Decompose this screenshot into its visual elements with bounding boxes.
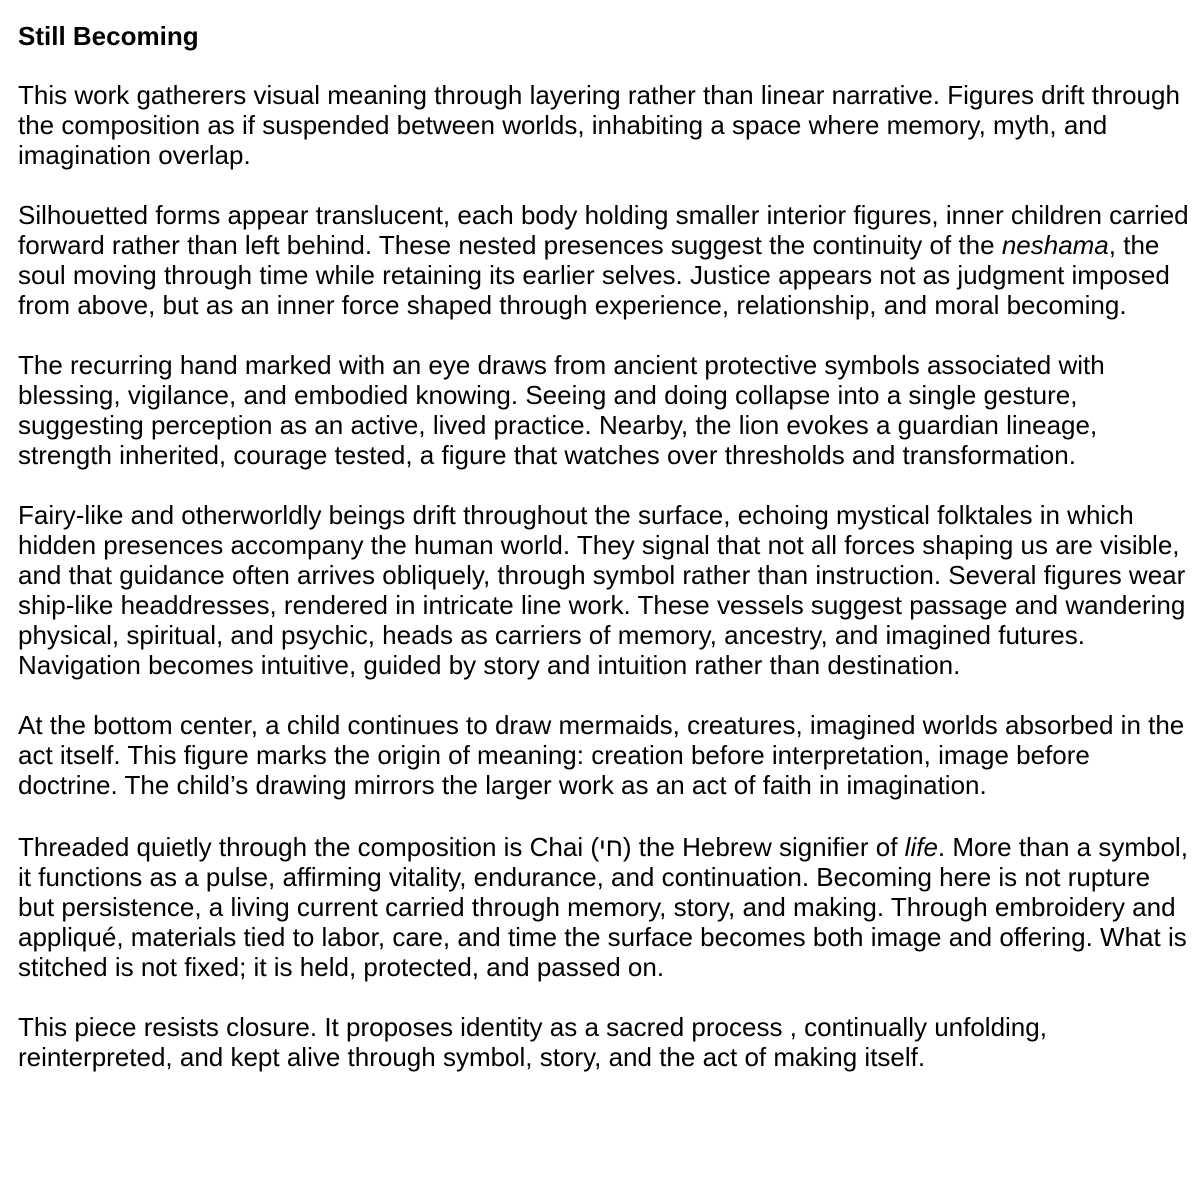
document-title: Still Becoming — [18, 21, 199, 51]
paragraph-2 — [18, 200, 1190, 320]
paragraph-6-text-end: . More than a symbol, it functions as a pulse, affirming vitality, endurance, and continuation. Becoming here is not rupture but persistence, a living current carried through memory, story, and making. Through embroidery and appliqué, materials tied to labor, care, and time the surface becomes both image and offering. What is stitched is not fixed; it is held, protected, and passed on. — [18, 832, 1188, 982]
paragraph-3: The recurring hand marked with an eye draws from ancient protective symbols associated with blessing, vigilance, and embodied knowing. Seeing and doing collapse into a single gesture, suggesting perception as an active, lived practice. Nearby, the lion evokes a guardian lineage, strength inherited, courage tested, a figure that watches over thresholds and transformation. — [18, 350, 1105, 470]
paragraph-4: Fairy-like and otherworldly beings drift throughout the surface, echoing mystical folktales in which hidden presences accompany the human world. They signal that not all forces shaping us are visible, and that guidance often arrives obliquely, through symbol rather than instruction. Several figures wear ship-like headdresses, rendered in intricate line work. These vessels suggest passage and wandering physical, spiritual, and psychic, heads as carriers of memory, ancestry, and imagined futures. Navigation becomes intuitive, guided by story and intuition rather than destination. — [18, 500, 1186, 680]
paragraph-6-emphasis: life — [904, 832, 938, 862]
paragraph-6-text-start: Threaded quietly through the composition is Chai (חי) the Hebrew signifier of — [18, 832, 905, 862]
paragraph-1: This work gatherers visual meaning through layering rather than linear narrative. Figures drift through the composition as if suspended between worlds, inhabiting a space where memory, myth, and imagination overlap. — [18, 80, 1180, 170]
paragraph-2-emphasis: neshama — [1001, 230, 1109, 260]
paragraph-7: This piece resists closure. It proposes identity as a sacred process , continually unfolding, reinterpreted, and kept alive through symbol, story, and the act of making itself. — [18, 1012, 1047, 1072]
paragraph-5: At the bottom center, a child continues to draw mermaids, creatures, imagined worlds absorbed in the act itself. This figure marks the origin of meaning: creation before interpretation, image before doctrine. The child’s drawing mirrors the larger work as an act of faith in imagination. — [18, 710, 1185, 800]
paragraph-2-text-start: Silhouetted forms appear translucent, each body holding smaller interior figures, inner children carried forward rather than left behind. These nested presences suggest the continuity of the — [18, 200, 1189, 260]
paragraph-6 — [18, 832, 1190, 982]
paragraph-2-text-end: , the soul moving through time while retaining its earlier selves. Justice appears not as judgment imposed from above, but as an inner force shaped through experience, relationship, and moral becoming. — [18, 230, 1170, 320]
